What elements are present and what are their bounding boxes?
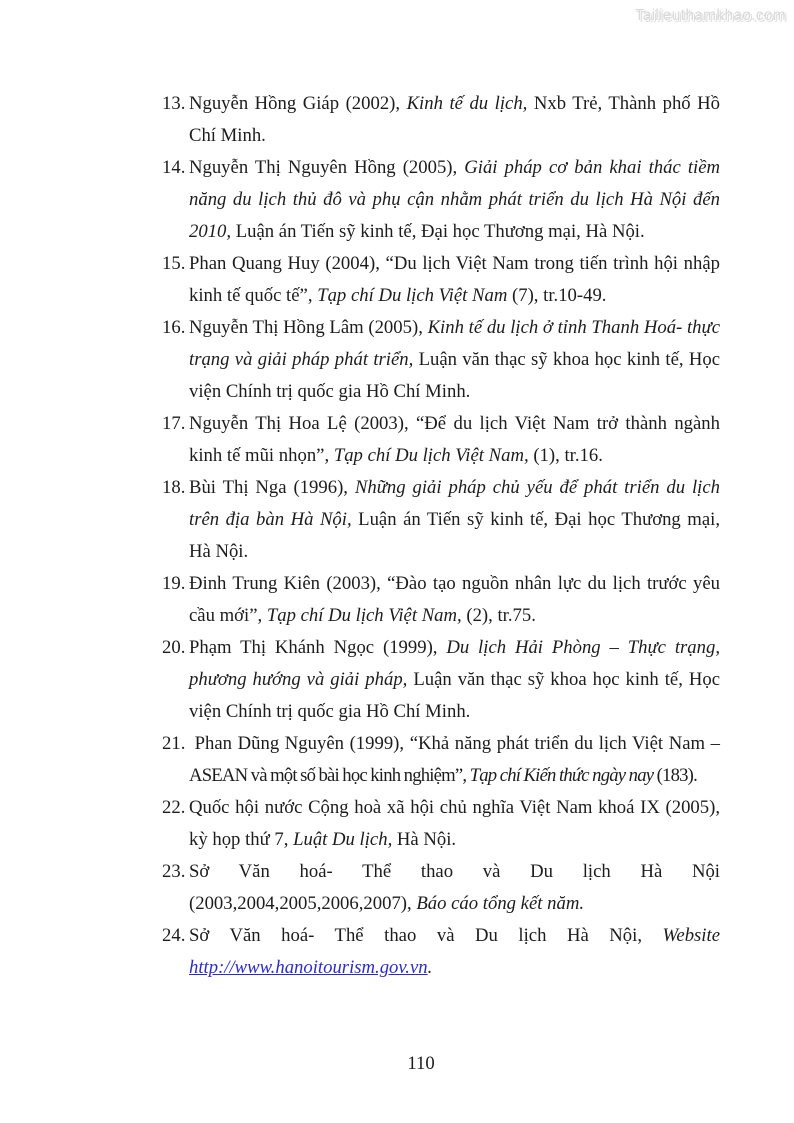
reference-text-segment: Hà Nội. bbox=[396, 829, 457, 850]
reference-item bbox=[162, 632, 720, 728]
reference-number: 24. bbox=[162, 925, 186, 946]
reference-item bbox=[162, 792, 720, 856]
reference-item bbox=[162, 312, 720, 408]
reference-text-segment: (183). bbox=[656, 765, 697, 786]
reference-text-segment: Bùi Thị Nga (1996), bbox=[189, 477, 355, 498]
reference-item bbox=[162, 920, 720, 984]
reference-text-segment: (7), tr.10-49. bbox=[512, 285, 607, 306]
reference-number: 21. bbox=[162, 733, 186, 754]
reference-item bbox=[162, 408, 720, 472]
reference-text-segment: Giải pháp cơ bản khai thác tiềm năng du lịch thủ đô và phụ cận nhằm phát triển du lịch Hà Nội đến 2010, bbox=[189, 157, 721, 242]
reference-text-segment: Kinh tế du lịch ở tỉnh Thanh Hoá- thực trạng và giải pháp phát triển, bbox=[189, 317, 720, 370]
reference-number: 19. bbox=[162, 573, 186, 594]
reference-text-segment: (1), tr.16. bbox=[533, 445, 603, 466]
reference-text-segment: Tạp chí Kiến thức ngày nay bbox=[469, 765, 657, 786]
references-list bbox=[162, 88, 720, 984]
reference-number: 14. bbox=[162, 157, 186, 178]
reference-number: 13. bbox=[162, 93, 186, 114]
reference-text-segment: Quốc hội nước Cộng hoà xã hội chủ nghĩa Việt Nam khoá IX (2005), kỳ họp thứ 7, bbox=[189, 797, 720, 850]
reference-number: 22. bbox=[162, 797, 186, 818]
reference-number: 20. bbox=[162, 637, 186, 658]
reference-number: 18. bbox=[162, 477, 186, 498]
reference-item bbox=[162, 856, 720, 920]
reference-item bbox=[162, 728, 720, 792]
reference-item bbox=[162, 568, 720, 632]
reference-text-segment: Nguyễn Thị Hồng Lâm (2005), bbox=[189, 317, 428, 338]
reference-text-segment: Sở Văn hoá- Thể thao và Du lịch Hà Nội (2003,2004,2005,2006,2007), bbox=[189, 861, 720, 914]
reference-item bbox=[162, 248, 720, 312]
reference-text-segment: Nguyễn Hồng Giáp (2002), bbox=[189, 93, 407, 114]
reference-text-segment: Nxb Trẻ, Thành phố Hồ Chí Minh. bbox=[189, 93, 720, 146]
reference-text-segment: Luận án Tiến sỹ kinh tế, Đại học Thương mại, Hà Nội. bbox=[189, 509, 720, 562]
reference-text-segment: Luật Du lịch, bbox=[293, 829, 397, 850]
page-number: 110 bbox=[407, 1053, 435, 1074]
reference-text-segment: Luận văn thạc sỹ khoa học kinh tế, Học viện Chính trị quốc gia Hồ Chí Minh. bbox=[189, 349, 720, 402]
reference-text-segment: (2), tr.75. bbox=[466, 605, 536, 626]
reference-text-segment: Luận án Tiến sỹ kinh tế, Đại học Thương mại, Hà Nội. bbox=[235, 221, 645, 242]
reference-text-segment: Những giải pháp chủ yếu để phát triển du lịch trên địa bàn Hà Nội, bbox=[189, 477, 720, 530]
reference-text-segment: Đinh Trung Kiên (2003), “Đào tạo nguồn nhân lực du lịch trước yêu cầu mới”, bbox=[189, 573, 720, 626]
reference-text-segment: Tạp chí Du lịch Việt Nam, bbox=[266, 605, 467, 626]
reference-number: 17. bbox=[162, 413, 186, 434]
reference-number: 23. bbox=[162, 861, 186, 882]
reference-text-segment: Phạm Thị Khánh Ngọc (1999), bbox=[189, 637, 447, 658]
reference-text-segment: . bbox=[427, 957, 433, 978]
reference-text-segment: Tạp chí Du lịch Việt Nam bbox=[317, 285, 513, 306]
reference-text-segment: Kinh tế du lịch, bbox=[406, 93, 534, 114]
reference-text-segment: Phan Dũng Nguyên (1999), “Khả năng phát triển du lịch Việt Nam – bbox=[189, 733, 720, 754]
reference-text-segment: Nguyễn Thị Hoa Lệ (2003), “Để du lịch Việt Nam trở thành ngành kinh tế mũi nhọn”, bbox=[189, 413, 720, 466]
reference-text-segment: Luận văn thạc sỹ khoa học kinh tế, Học viện Chính trị quốc gia Hồ Chí Minh. bbox=[189, 669, 720, 722]
reference-text-segment: Sở Văn hoá- Thể thao và Du lịch Hà Nội, bbox=[189, 925, 663, 946]
watermark: Tailieuthamkhao.com bbox=[634, 7, 786, 24]
reference-link[interactable]: http://www.hanoitourism.gov.vn bbox=[189, 957, 428, 978]
reference-text-segment: Báo cáo tổng kết năm. bbox=[416, 893, 584, 914]
reference-text-segment: Phan Quang Huy (2004), “Du lịch Việt Nam trong tiến trình hội nhập kinh tế quốc tế”, bbox=[189, 253, 720, 306]
reference-number: 15. bbox=[162, 253, 186, 274]
reference-text-segment: ASEAN và một số bài học kinh nghiệm”, bbox=[189, 765, 470, 786]
reference-number: 16. bbox=[162, 317, 186, 338]
reference-item bbox=[162, 472, 720, 568]
reference-item bbox=[162, 88, 720, 152]
reference-text-segment: Website bbox=[662, 925, 720, 946]
reference-text-segment: Du lịch Hải Phòng – Thực trạng, phương hướng và giải pháp, bbox=[189, 637, 720, 690]
reference-text-segment: Nguyễn Thị Nguyên Hồng (2005), bbox=[189, 157, 465, 178]
reference-item bbox=[162, 152, 720, 248]
reference-text-segment: Tạp chí Du lịch Việt Nam, bbox=[333, 445, 534, 466]
